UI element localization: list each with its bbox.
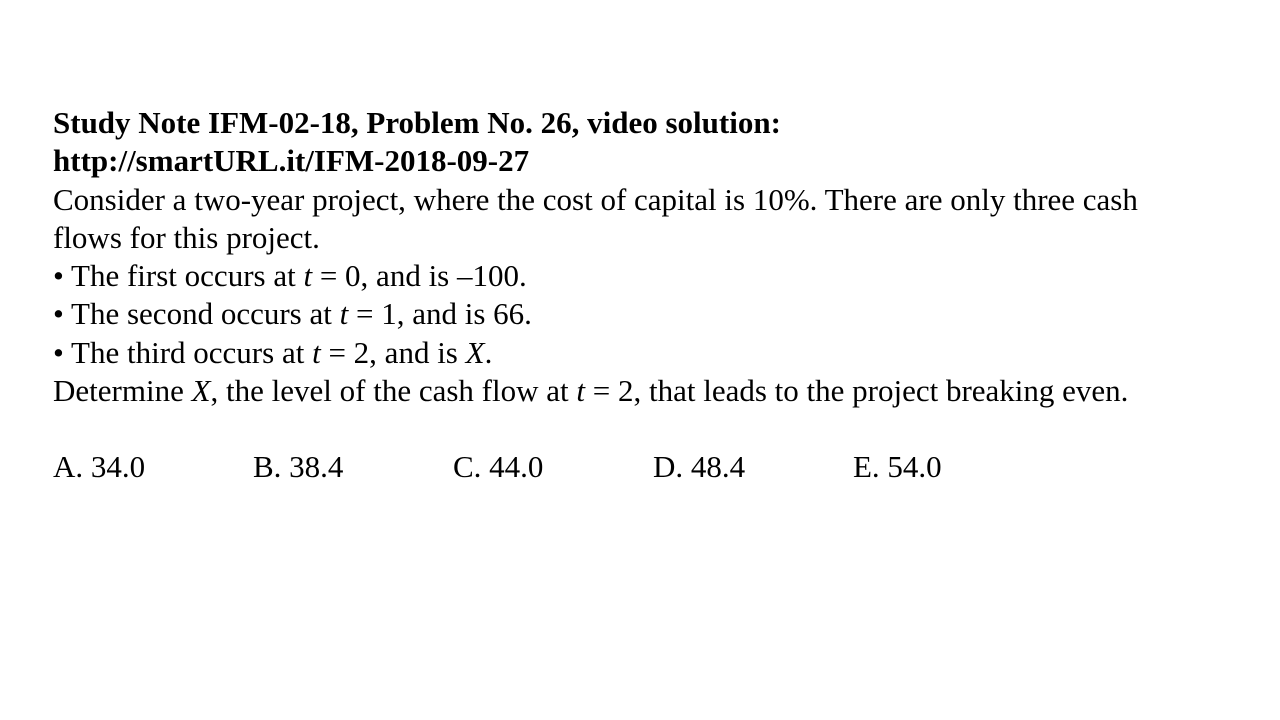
problem-intro-line-2: flows for this project.	[53, 219, 320, 255]
bullet-3-suffix: = 2, and is	[320, 334, 466, 370]
problem-title: Study Note IFM-02-18, Problem No. 26, video solution:	[53, 105, 781, 140]
answer-choice-d[interactable]: D. 48.4	[653, 449, 746, 484]
cash-flow-bullet-1	[53, 257, 1253, 295]
question-variable-x: X	[191, 373, 211, 409]
answer-choice-c[interactable]: C. 44.0	[453, 449, 544, 484]
bullet-1-suffix: = 0, and is –100.	[312, 258, 527, 294]
question-variable-t: t	[576, 373, 585, 409]
bullet-2-suffix: = 1, and is 66.	[348, 296, 532, 332]
video-solution-link[interactable]: http://smartURL.it/IFM-2018-09-27	[53, 143, 530, 179]
question-part-3: = 2, that leads to the project breaking even.	[584, 373, 1129, 409]
answer-choice-e[interactable]: E. 54.0	[853, 449, 942, 484]
problem-intro-line-1: Consider a two-year project, where the cost of capital is 10%. There are only three cash	[53, 181, 1138, 217]
problem-content	[53, 104, 1253, 410]
bullet-3-value-variable: X	[465, 334, 485, 370]
bullet-2-prefix: • The second occurs at	[53, 296, 340, 332]
problem-question	[53, 372, 1253, 410]
bullet-3-end: .	[484, 334, 493, 370]
bullet-2-time-variable: t	[339, 296, 349, 332]
answer-choice-a[interactable]: A. 34.0	[53, 449, 146, 484]
bullet-1-prefix: • The first occurs at	[53, 258, 304, 294]
bullet-1-time-variable: t	[303, 258, 313, 294]
cash-flow-bullet-3	[53, 334, 1253, 372]
bullet-3-prefix: • The third occurs at	[53, 334, 313, 370]
bullet-3-time-variable: t	[312, 334, 321, 370]
question-part-1: Determine	[53, 373, 192, 409]
answer-choice-b[interactable]: B. 38.4	[253, 449, 344, 484]
cash-flow-bullet-2	[53, 295, 1253, 333]
question-part-2: , the level of the cash flow at	[210, 373, 577, 409]
